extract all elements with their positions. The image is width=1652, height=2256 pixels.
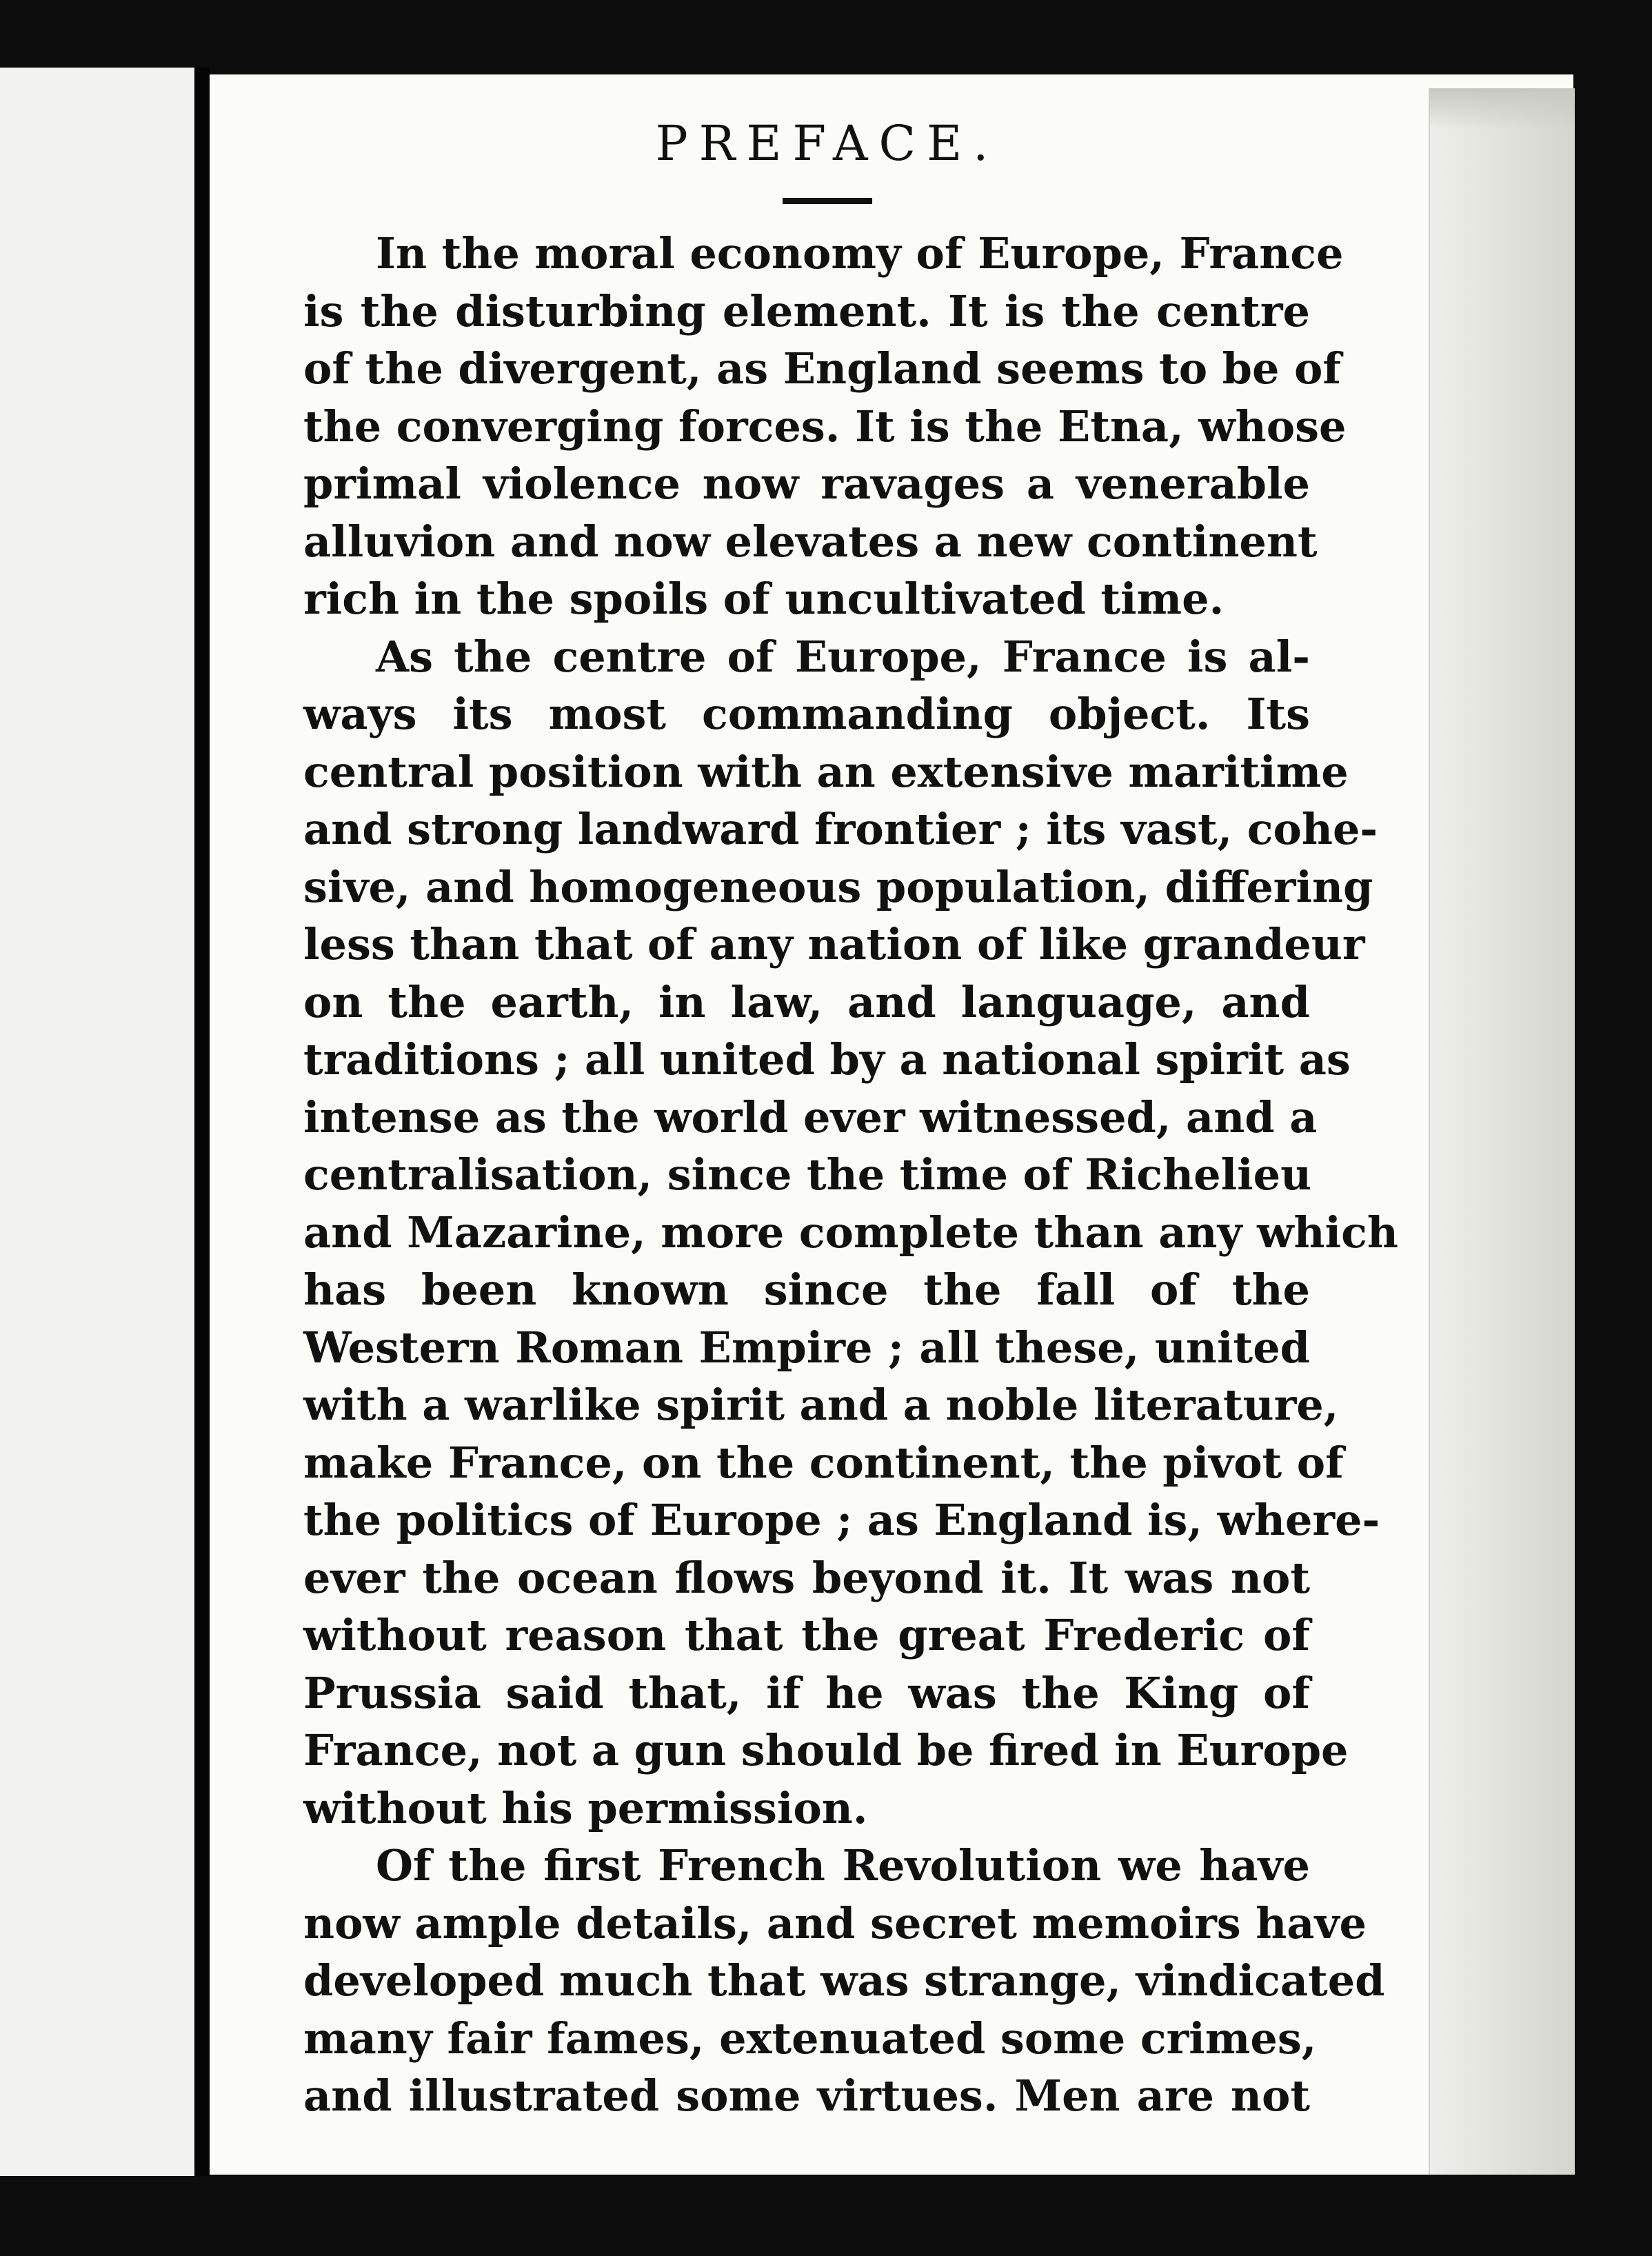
page-content	[303, 115, 1398, 2125]
text-line: rich in the spoils of uncultivated time.	[303, 574, 1225, 624]
paragraph-3	[303, 1837, 1385, 2125]
text-line: Western Roman Empire ; all these, united	[303, 1322, 1310, 1373]
text-line: has been known since the fall of the	[303, 1265, 1310, 1315]
text-line: on the earth, in law, and language, and	[303, 976, 1310, 1027]
text-line: intense as the world ever witnessed, and a	[303, 1091, 1318, 1142]
text-line: Of the first French Revolution we have	[376, 1840, 1310, 1891]
text-line: the converging forces. It is the Etna, whose	[303, 401, 1347, 452]
text-line: with a warlike spirit and a noble literature,	[303, 1380, 1339, 1430]
text-line: In the moral economy of Europe, France	[376, 228, 1344, 279]
text-line: developed much that was strange, vindicated	[303, 1955, 1385, 2006]
book-gutter	[194, 68, 210, 2176]
text-line: without his permission.	[303, 1782, 868, 1833]
text-line: now ample details, and secret memoirs have	[303, 1897, 1367, 1948]
text-line: and illustrated some virtues. Men are not	[303, 2071, 1310, 2121]
text-line: many fair fames, extenuated some crimes,	[303, 2013, 1317, 2064]
text-line: traditions ; all united by a national spirit as	[303, 1034, 1351, 1085]
text-line: less than that of any nation of like grandeur	[303, 919, 1365, 969]
text-line: and Mazarine, more complete than any which	[303, 1207, 1398, 1258]
text-line: ever the ocean flows beyond it. It was not	[303, 1552, 1310, 1603]
text-line: ways its most commanding object. Its	[303, 689, 1310, 739]
text-line: centralisation, since the time of Richelieu	[303, 1149, 1312, 1200]
text-line: and strong landward frontier ; its vast, cohe-	[303, 804, 1378, 854]
text-line: primal violence now ravages a venerable	[303, 459, 1310, 509]
paragraph-2	[303, 628, 1398, 1837]
paragraph-1	[303, 225, 1347, 628]
text-line: central position with an extensive maritime	[303, 746, 1349, 797]
text-line: of the divergent, as England seems to be of	[303, 343, 1342, 394]
text-line: alluvion and now elevates a new continent	[303, 516, 1318, 567]
page-edge	[1429, 88, 1575, 2175]
text-line: Prussia said that, if he was the King of	[303, 1667, 1310, 1718]
text-line: France, not a gun should be fired in Europe	[303, 1725, 1349, 1775]
facing-page	[0, 68, 194, 2176]
text-line: make France, on the continent, the pivot of	[303, 1437, 1344, 1488]
text-line: sive, and homogeneous population, differing	[303, 861, 1373, 912]
text-line: As the centre of Europe, France is al-	[376, 631, 1310, 682]
text-line: without reason that the great Frederic of	[303, 1610, 1310, 1660]
text-line: is the disturbing element. It is the centre	[303, 285, 1310, 336]
text-line: the politics of Europe ; as England is, where-	[303, 1495, 1380, 1545]
heading-rule	[783, 198, 872, 204]
page-heading: PREFACE.	[655, 115, 1000, 172]
